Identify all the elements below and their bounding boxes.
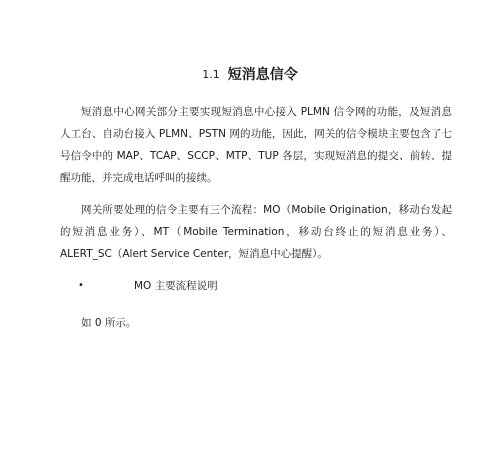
paragraph-gateway-overview: 短消息中心网关部分主要实现短消息中心接入 PLMN 信令网的功能，及短消息人工台、自动台接入 PLMN、PSTN 网的功能，因此，网关的信令模块主要包含了七号信令中的 MAP、TCAP、SCCP、MTP、TUP 各层，实现短消息的提交、前转、提醒功能，并完成电话呼叫的接续。 xyxy=(60,106,452,184)
paragraph-signaling-flows: 网关所要处理的信令主要有三个流程：MO（Mobile Origination，移动台发起的短消息业务）、MT（Mobile Termination，移动台终止的短消息业务）、ALERT_SC（Alert Service Center，短消息中心提醒）。 xyxy=(60,204,452,260)
bullet-item xyxy=(78,276,438,296)
figure-reference: 如 0 所示。 xyxy=(81,317,137,329)
bullet-text: MO 主要流程说明 xyxy=(134,280,218,292)
bullet-marker: • xyxy=(78,280,84,291)
section-title: 短消息信令 xyxy=(227,67,298,83)
section-heading xyxy=(0,64,500,84)
section-number: 1.1 xyxy=(202,68,220,81)
